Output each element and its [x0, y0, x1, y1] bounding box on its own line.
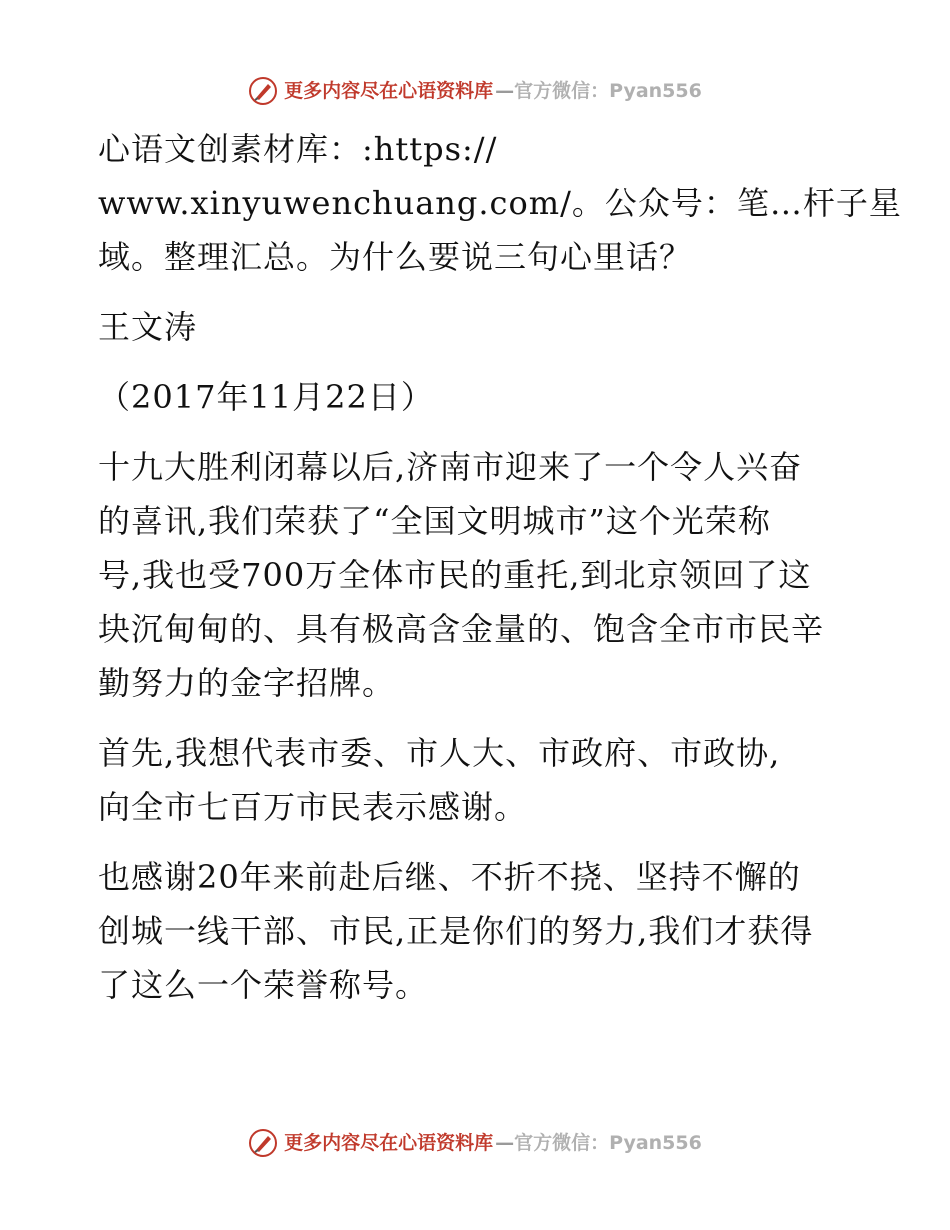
- footer-brand-text: 更多内容尽在心语资料库: [284, 1132, 494, 1154]
- quill-logo-icon: [248, 1128, 278, 1158]
- paragraph-line: 创城一线干部、市民,正是你们的努力,我们才获得: [98, 912, 814, 950]
- paragraph-line: 首先,我想代表市委、市人大、市政府、市政协,: [98, 734, 781, 772]
- paragraph-line: 的喜讯,我们荣获了“全国文明城市”这个光荣称: [98, 502, 771, 540]
- footer-wechat-text: 官方微信：Pyan556: [514, 1132, 702, 1154]
- paragraph-line: 勤努力的金字招牌。: [98, 664, 396, 702]
- header-separator: —: [495, 80, 515, 102]
- date-line: [98, 370, 858, 424]
- intro-line: www.xinyuwenchuang.com/。公众号：笔…杆子星: [98, 184, 902, 222]
- intro-line: 心语文创素材库：:https://: [98, 130, 498, 168]
- paragraph-line: 也感谢20年来前赴后继、不折不挠、坚持不懈的: [98, 858, 801, 896]
- body-paragraph-2: [98, 726, 858, 834]
- body-paragraph-1: [98, 440, 858, 710]
- quill-logo-icon: [248, 76, 278, 106]
- page-footer: [0, 1128, 950, 1158]
- author-line: [98, 300, 858, 354]
- paragraph-line: 向全市七百万市民表示感谢。: [98, 788, 528, 826]
- footer-separator: —: [495, 1132, 515, 1154]
- document-body: [98, 122, 902, 1028]
- paragraph-line: 号,我也受700万全体市民的重托,到北京领回了这: [98, 556, 812, 594]
- header-brand-text: 更多内容尽在心语资料库: [284, 80, 494, 102]
- paragraph-line: 十九大胜利闭幕以后,济南市迎来了一个令人兴奋: [98, 448, 803, 486]
- paragraph-line: 了这么一个荣誉称号。: [98, 966, 429, 1004]
- header-wechat-text: 官方微信：Pyan556: [514, 80, 702, 102]
- intro-paragraph: [98, 122, 902, 284]
- page-header: [0, 76, 950, 106]
- body-paragraph-3: [98, 850, 858, 1012]
- author-name: 王文涛: [98, 308, 198, 346]
- document-date: （2017年11月22日）: [98, 378, 434, 416]
- intro-line: 域。整理汇总。为什么要说三句心里话？: [98, 238, 693, 276]
- paragraph-line: 块沉甸甸的、具有极高含金量的、饱含全市市民辛: [98, 610, 825, 648]
